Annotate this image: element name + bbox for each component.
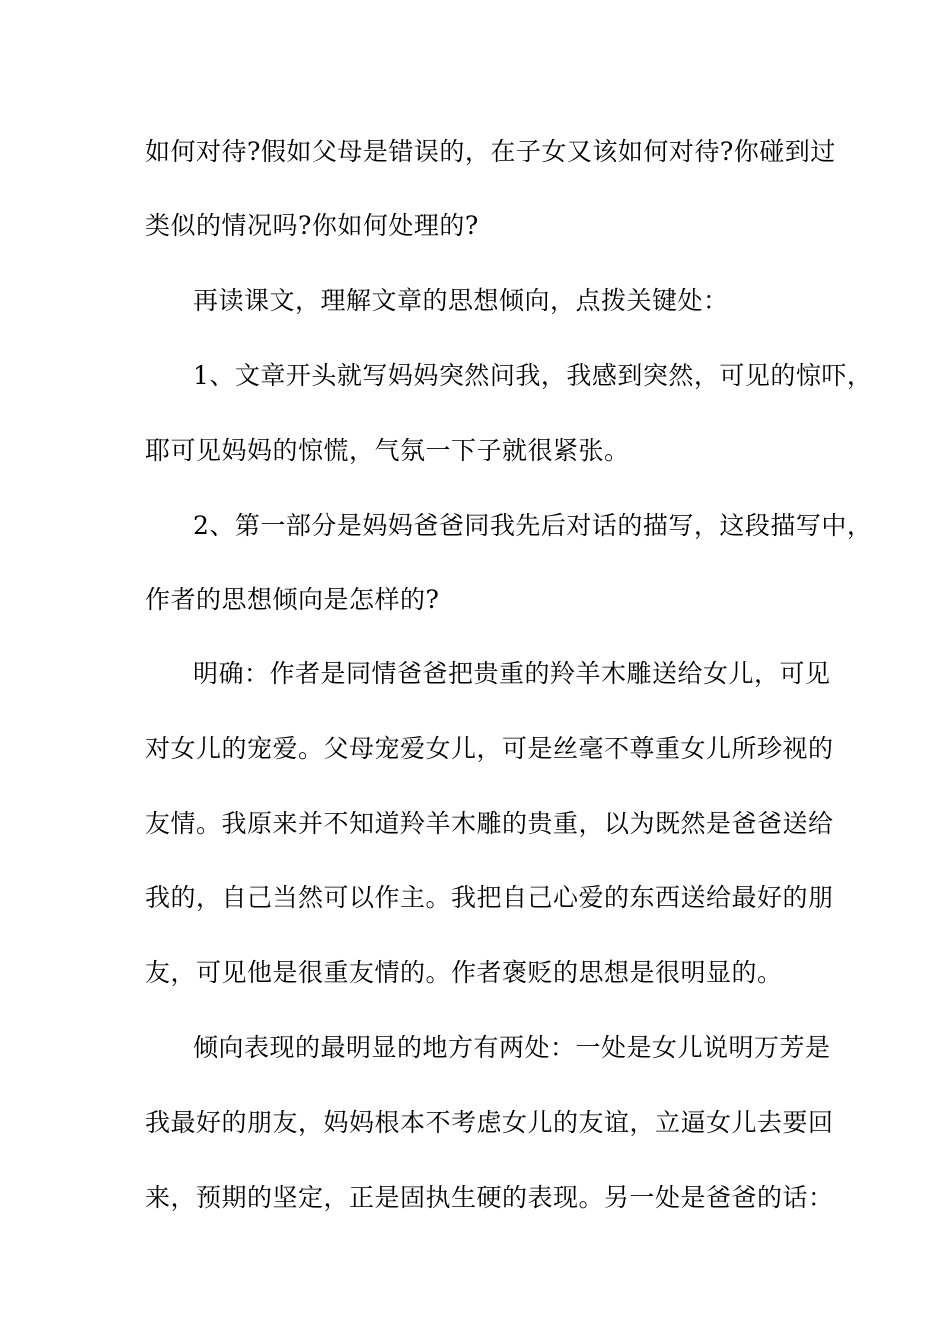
text-line: 如何对待?假如父母是错误的，在子女又该如何对待?你碰到过 <box>145 137 836 166</box>
text-line: 类似的情况吗?你如何处理的? <box>145 211 479 240</box>
text-line: 2、第一部分是妈妈爸爸同我先后对话的描写，这段描写中， <box>193 511 873 540</box>
text-line: 耶可见妈妈的惊慌，气氛一下子就很紧张。 <box>145 436 630 465</box>
text-line: 再读课文，理解文章的思想倾向，点拨关键处： <box>193 286 729 315</box>
text-line: 友情。我原来并不知道羚羊木雕的贵重，以为既然是爸爸送给 <box>145 809 834 838</box>
text-line: 倾向表现的最明显的地方有两处：一处是女儿说明万芳是 <box>193 1033 831 1062</box>
text-line: 友，可见他是很重友情的。作者褒贬的思想是很明显的。 <box>145 958 783 987</box>
text-line: 我的，自己当然可以作主。我把自己心爱的东西送给最好的朋 <box>145 883 834 912</box>
text-line: 1、文章开头就写妈妈突然问我，我感到突然，可见的惊吓， <box>193 361 873 390</box>
text-line: 来，预期的坚定，正是固执生硬的表现。另一处是爸爸的话： <box>145 1183 834 1212</box>
text-line: 我最好的朋友，妈妈根本不考虑女儿的友谊，立逼女儿去要回 <box>145 1108 834 1137</box>
text-line: 作者的思想倾向是怎样的? <box>145 585 440 614</box>
text-line: 明确：作者是同情爸爸把贵重的羚羊木雕送给女儿，可见 <box>193 659 831 688</box>
text-line: 对女儿的宠爱。父母宠爱女儿，可是丝毫不尊重女儿所珍视的 <box>145 734 834 763</box>
